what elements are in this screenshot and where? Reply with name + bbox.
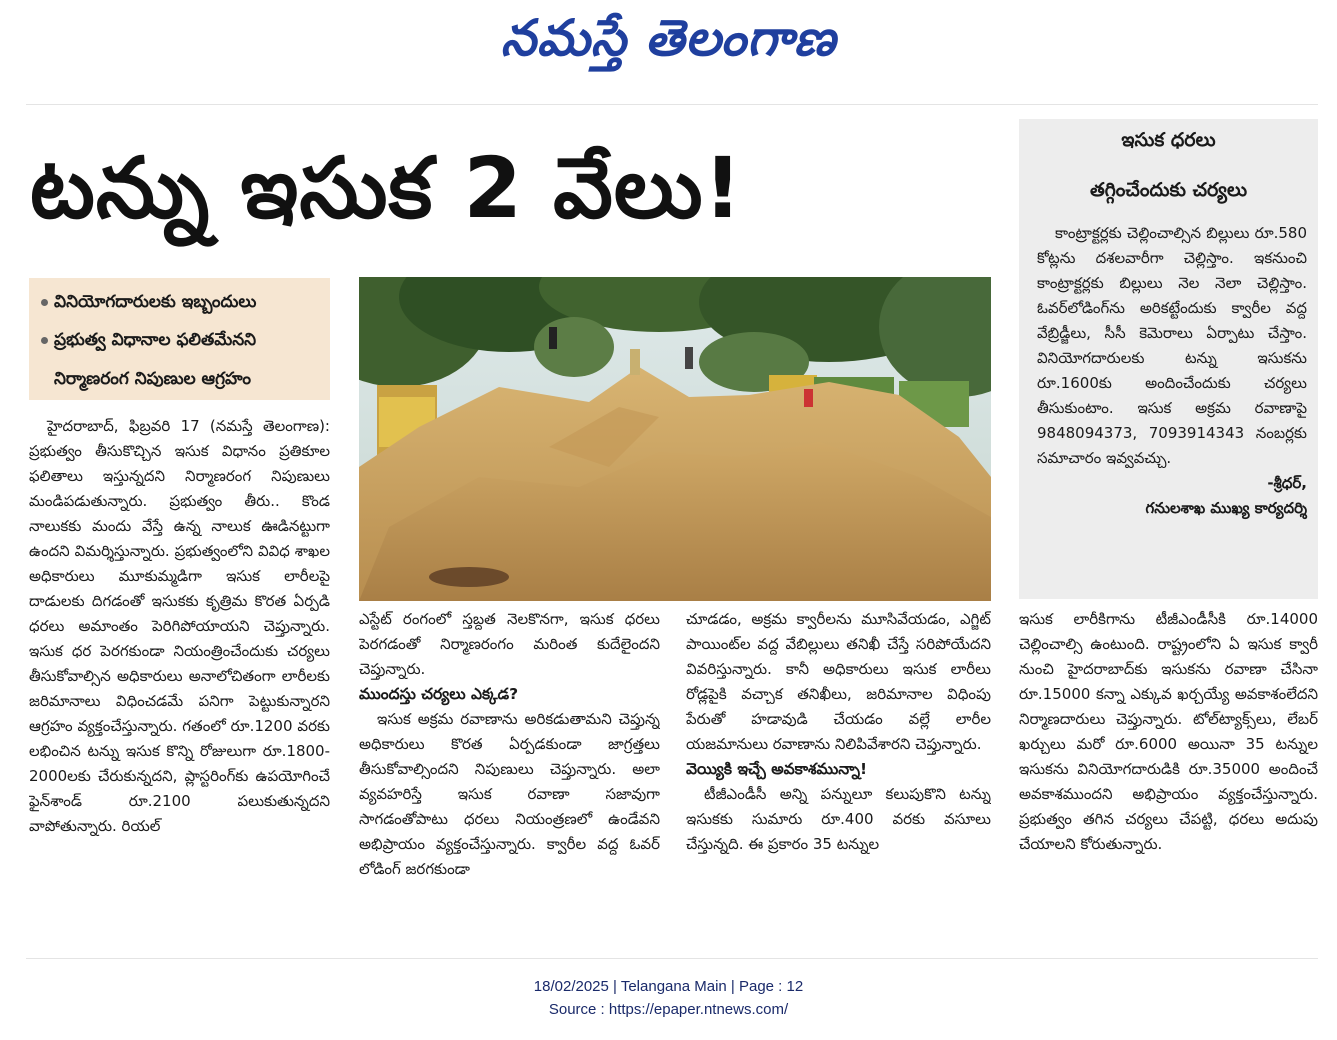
sidebar-paragraph: కాంట్రాక్టర్లకు చెల్లించాల్సిన బిల్లులు రూ.580 కోట్లను దశలవారీగా చెల్లిస్తాం. ఇకనుంచి కాంట్రాక్టర్లకు బిల్లులు నెల నెలా చెల్లిస్తాం. ఓవర్‌లోడింగ్‌ను అరికట్టేందుకు క్వారీల వద్ద వేబ్రిడ్జీలు, సీసీ కెమెరాలు ఏర్పాటు చేస్తాం. వినియోగదారులకు టన్ను ఇసుకను రూ.1600కు అందించేందుకు చర్యలు తీసుకుంటాం. ఇసుక అక్రమ రవాణాపై 9848094373, 7093914343 నంబర్లకు సమాచారం ఇవ్వవచ్చు.	[1037, 224, 1307, 467]
newspaper-masthead: నమస్తే తెలంగాణ	[500, 8, 837, 67]
edition-info: 18/02/2025 | Telangana Main | Page : 12	[533, 978, 804, 995]
article-paragraph: ఎస్టేట్ రంగంలో స్తబ్దత నెలకొనగా, ఇసుక ధరలు పెరగడంతో నిర్మాణరంగం మరింత కుదేలైందని చెప్తున్నారు.	[359, 610, 660, 678]
section-subhead: ముందస్తు చర్యలు ఎక్కడ?	[359, 685, 519, 703]
kicker-item-continuation: నిర్మాణరంగ నిపుణుల ఆగ్రహం	[54, 369, 252, 389]
article-headline: టన్ను ఇసుక 2 వేలు!	[30, 139, 743, 237]
bullet-icon	[41, 299, 48, 306]
sidebar-box	[1019, 119, 1318, 599]
masthead-divider	[26, 104, 1318, 105]
kicker-item: ప్రభుత్వ విధానాల ఫలితమేనని	[41, 328, 256, 352]
designation: గనులశాఖ ముఖ్య కార్యదర్శి	[1145, 499, 1307, 517]
article-column-2	[359, 607, 660, 947]
signature: -శ్రీధర్,	[1267, 474, 1307, 492]
sidebar-subtitle: తగ్గించేందుకు చర్యలు	[1089, 179, 1248, 201]
sand-heaps-photo	[359, 277, 991, 601]
article-paragraph: చూడడం, అక్రమ క్వారీలను మూసివేయడం, ఎగ్జిట్ పాయింట్‌ల వద్ద వేబిల్లులు తనిఖీ చేస్తే సరిపోయేదని వివరిస్తున్నారు. కానీ అధికారులు ఇసుక లారీలు రోడ్లపైకి వచ్చాక తనిఖీలు, జరిమానాల విధింపు పేరుతో హడావుడి చేయడం వల్లే లారీల యజమానులు రవాణాను నిలిపివేశారని చెప్తున్నారు.	[686, 610, 991, 753]
article-paragraph: ఇసుక అక్రమ రవాణాను అరికడుతామని చెప్తున్న అధికారులు కొరత ఏర్పడకుండా జాగ్రత్తలు తీసుకోవాల్సిందని నిపుణులు చెప్తున్నారు. అలా వ్యవహరిస్తే ఇసుక రవాణా సజావుగా సాగడంతోపాటు ధరలు నియంత్రణలో ఉండేవని అభిప్రాయం వ్యక్తంచేస్తున్నారు. క్వారీల వద్ద ఓవర్ లోడింగ్ జరగకుండా	[359, 710, 660, 878]
article-column-3	[686, 607, 991, 947]
sidebar-body	[1037, 221, 1307, 521]
footer-divider	[26, 958, 1318, 959]
source-link[interactable]: Source : https://epaper.ntnews.com/	[548, 1001, 789, 1018]
article-paragraph: ఇసుక లారీకిగాను టీజీఎండీసీకి రూ.14000 చెల్లించాల్సి ఉంటుంది. రాష్ట్రంలోని ఏ ఇసుక క్వారీ నుంచి హైదరాబాద్‌కు ఇసుకను రవాణా చేసినా రూ.15000 కన్నా ఎక్కువ ఖర్చయ్యే అవకాశంలేదని నిర్మాణదారులు చెప్తున్నారు. టోల్‌ట్యాక్స్‌లు, లేబర్ ఖర్చులు మరో రూ.6000 అయినా 35 టన్నుల ఇసుకను వినియోగదారుడికి రూ.35000 అందించే అవకాశముందని అభిప్రాయం వ్యక్తంచేస్తున్నారు. ప్రభుత్వం తగిన చర్యలు చేపట్టి, ధరలు అదుపు చేయాలని కోరుతున్నారు.	[1019, 610, 1318, 853]
kicker-box	[29, 278, 330, 400]
article-column-4	[1019, 607, 1318, 947]
kicker-item: వినియోగదారులకు ఇబ్బందులు	[41, 290, 256, 314]
article-paragraph: హైదరాబాద్, ఫిబ్రవరి 17 (నమస్తే తెలంగాణ): ప్రభుత్వం తీసుకొచ్చిన ఇసుక విధానం ప్రతికూల ఫలితాలు ఇస్తున్నదని నిర్మాణరంగ నిపుణులు మండిపడుతున్నారు. ప్రభుత్వం తీరు.. కొండ నాలుకకు మందు వేస్తే ఉన్న నాలుక ఊడినట్టుగా ఉందని విమర్శిస్తున్నారు. ప్రభుత్వంలోని వివిధ శాఖల అధికారులు మూకుమ్మడిగా ఇసుక లారీలపై దాడులకు దిగడంతో ఇసుకకు కృత్రిమ కొరత ఏర్పడి ధరలు అమాంతం పెరిగిపోయాయని చెప్తున్నారు. ఇసుక ధర పెరగకుండా నియంత్రించేందుకు చర్యలు తీసుకోవాల్సిన అధికారులు అనాలోచితంగా లారీలకు జరిమానాలు విధించడమే పనిగా పెట్టుకున్నారని ఆగ్రహం వ్యక్తంచేస్తున్నారు. గతంలో రూ.1200 వరకు లభించిన టన్ను ఇసుక కొన్ని రోజులుగా రూ.1800-2000లకు చేరుకున్నదని, ప్లాస్టరింగ్‌కు ఉపయోగించే ఫైన్‌శాండ్ రూ.2100 పలుకుతున్నదని వాపోతున్నారు. రియల్	[29, 417, 330, 835]
sidebar-title: ఇసుక ధరలు	[1121, 129, 1216, 151]
section-subhead: వెయ్యికి ఇచ్చే అవకాశమున్నా!	[686, 760, 868, 778]
article-paragraph: టీజీఎండీసీ అన్ని పన్నులూ కలుపుకొని టన్ను ఇసుకకు సుమారు రూ.400 వరకు వసూలు చేస్తున్నది. ఈ ప్రకారం 35 టన్నుల	[686, 785, 991, 853]
bullet-icon	[41, 337, 48, 344]
article-column-1	[29, 414, 330, 944]
